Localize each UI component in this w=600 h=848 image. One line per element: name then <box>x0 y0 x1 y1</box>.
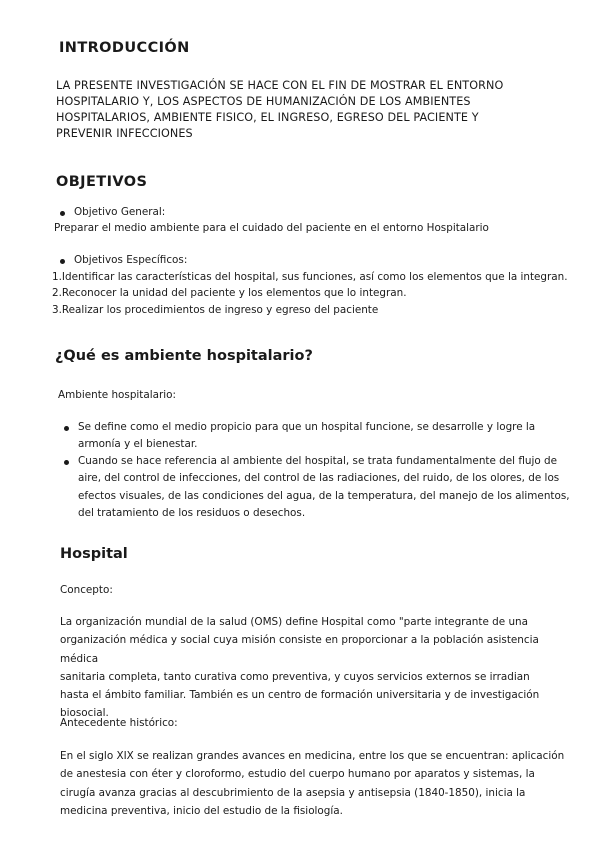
concepto-line: La organización mundial de la salud (OMS) define Hospital como "parte integrante de una <box>60 616 528 628</box>
bullet-dot <box>64 460 69 465</box>
antecedente-line: cirugía avanza gracias al descubrimiento de la asepsia y antisepsia (1840-1850), inicia la <box>60 786 526 799</box>
objetivos-title: OBJETIVOS <box>56 174 148 190</box>
objetivo-especifico: 3.Realizar los procedimientos de ingreso y egreso del paciente <box>52 303 379 316</box>
intro-line: HOSPITALARIOS, AMBIENTE FISICO, EL INGRESO, EGRESO DEL PACIENTE Y <box>56 111 479 124</box>
intro-line: HOSPITALARIO Y, LOS ASPECTOS DE HUMANIZACIÓN DE LOS AMBIENTES <box>56 95 471 108</box>
concepto-line: sanitaria completa, tanto curativa como preventiva, y cuyos servicios externos se irradian <box>60 670 530 683</box>
objetivo-especifico: 2.Reconocer la unidad del paciente y los elementos que lo integran. <box>52 287 407 300</box>
objetivo-general-label: Objetivo General: <box>74 206 166 218</box>
objetivos-especificos-list <box>52 269 592 318</box>
intro-line: PREVENIR INFECCIONES <box>56 127 193 140</box>
hospital-title: Hospital <box>60 546 128 562</box>
objetivo-general-item <box>74 204 165 220</box>
objetivo-general-text: Preparar el medio ambiente para el cuidado del paciente en el entorno Hospitalario <box>54 222 489 234</box>
ambiente-title: ¿Qué es ambiente hospitalario? <box>55 348 313 364</box>
objetivos-especificos-item <box>74 252 187 268</box>
ambiente-bullet-line: del tratamiento de los residuos o desechos. <box>78 507 306 520</box>
ambiente-bullet-1 <box>78 419 578 454</box>
concepto-line: organización médica y social cuya misión consiste en proporcionar a la población asistencia médica <box>60 634 539 665</box>
antecedente-line: de anestesia con éter y cloroformo, estudio del cuerpo humano por aparatos y sistemas, la <box>60 768 535 781</box>
ambiente-bullet-line: aire, del control de infecciones, del control de las radiaciones, del ruido, de los olores, de los <box>78 472 560 485</box>
concepto-paragraph <box>60 613 580 723</box>
intro-title: INTRODUCCIÓN <box>59 40 190 56</box>
objetivos-especificos-label: Objetivos Específicos: <box>74 254 188 266</box>
ambiente-bullet-line: Se define como el medio propicio para que un hospital funcione, se desarrolle y logre la <box>78 421 536 433</box>
bullet-dot <box>60 211 65 216</box>
ambiente-bullet-line: armonía y el bienestar. <box>78 438 198 451</box>
intro-line: LA PRESENTE INVESTIGACIÓN SE HACE CON EL FIN DE MOSTRAR EL ENTORNO <box>56 79 504 92</box>
antecedente-line: En el siglo XIX se realizan grandes avances en medicina, entre los que se encuentran: aplicación <box>60 750 565 762</box>
concepto-label: Concepto: <box>60 584 113 596</box>
bullet-dot <box>60 259 65 264</box>
antecedente-line: medicina preventiva, inicio del estudio de la fisiología. <box>60 804 343 817</box>
bullet-dot <box>64 426 69 431</box>
concepto-line: hasta el ámbito familiar. También es un centro de formación universitaria y de investigación <box>60 689 540 702</box>
ambiente-bullet-line: Cuando se hace referencia al ambiente del hospital, se trata fundamentalmente del flujo de <box>78 455 558 467</box>
intro-paragraph <box>56 78 576 142</box>
ambiente-subtitle: Ambiente hospitalario: <box>58 389 177 401</box>
ambiente-bullet-line: efectos visuales, de las condiciones del agua, de la temperatura, del manejo de los alimentos, <box>78 489 570 502</box>
objetivo-especifico: 1.Identificar las características del hospital, sus funciones, así como los elementos que la integran. <box>52 271 568 283</box>
antecedente-paragraph <box>60 747 580 820</box>
concepto-line: biosocial. <box>60 707 109 720</box>
antecedente-label: Antecedente histórico: <box>60 717 178 729</box>
ambiente-bullet-2 <box>78 453 578 523</box>
